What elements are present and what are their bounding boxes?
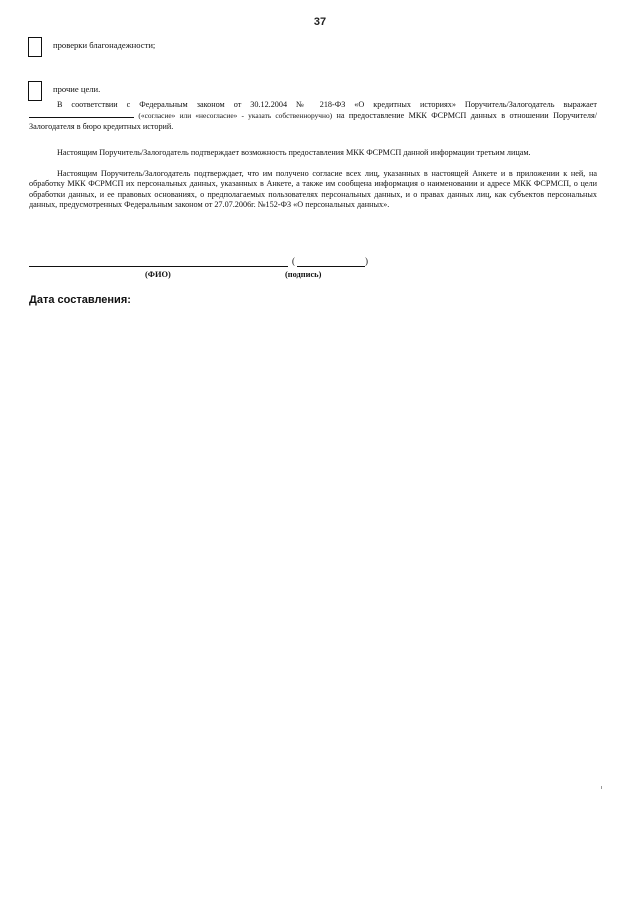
name-caption: (ФИО)	[145, 270, 171, 279]
date-label: Дата составления:	[29, 294, 131, 306]
consent-paragraph	[29, 100, 597, 132]
other-purposes-label: прочие цели.	[53, 84, 101, 94]
signature-close-paren: )	[365, 256, 368, 266]
consent-hint: («согласие» или «несогласие» - указать собственноручно)	[138, 111, 333, 121]
signature-line[interactable]	[297, 266, 365, 267]
consent-text-before: В соответствии с Федеральным законом от 30.12.2004 № 218-ФЗ «О кредитных историях» Поручитель/Залогодатель выражает	[57, 100, 597, 109]
signature-open-paren: (	[292, 256, 295, 266]
consent-text-after: на предоставление МКК ФСРМСП данных в отношении Поручителя/Залогодателя в бюро кредитных историй.	[29, 111, 597, 131]
consent-answer-blank[interactable]	[29, 110, 134, 118]
reliability-check-label: проверки благонадежности;	[53, 40, 156, 50]
name-signature-line[interactable]	[29, 266, 288, 267]
reliability-check-checkbox[interactable]	[28, 37, 42, 57]
other-purposes-checkbox[interactable]	[28, 81, 42, 101]
page-number: 37	[313, 16, 327, 28]
scan-artifact-mark	[601, 786, 602, 789]
personal-data-paragraph: Настоящим Поручитель/Залогодатель подтверждает, что им получено согласие всех лиц, указанных в настоящей Анкете и в приложении к ней, на обработку МКК ФСРМСП их персональных данных, указанных в Анкете, а также им сообщена информация о наименовании и адресе МКК ФСРМСП, о цели обработки данных, и ее правовых основаниях, о предполагаемых пользователях персональных данных, и о правах данных лиц, как субъектов персональных данных, предусмотренных Федеральным законом от 27.07.2006г. №152-ФЗ «О персональных данных».	[29, 169, 597, 210]
third-party-paragraph: Настоящим Поручитель/Залогодатель подтверждает возможность предоставления МКК ФСРМСП данной информации третьим лицам.	[57, 148, 531, 157]
signature-caption: (подпись)	[285, 270, 322, 279]
checkbox-row-reliability-check	[28, 37, 328, 59]
